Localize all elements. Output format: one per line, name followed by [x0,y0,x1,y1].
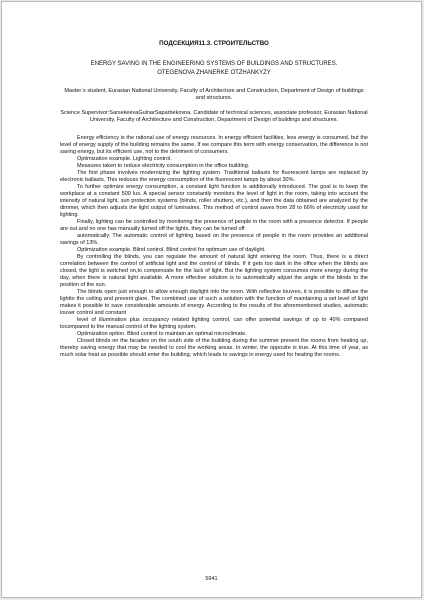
section-title: ПОДСЕКЦИЯ11.3. СТРОИТЕЛЬСТВО [159,40,269,47]
author-affiliation: Master`s student, Eurasian National University, Faculty of Architecture and Construction, Department of Design of buildings and structures. [64,88,364,102]
body-paragraph: Optimization example. Blind control. Blind control for optimum use of daylight. [77,247,266,254]
author-name: OTEGENOVA ZHANERKE OTZHANKYZY [157,70,271,77]
science-supervisor: Science Supervisor:SarsekeevaGulnarSaparbekovna. Candidate of technical sciences, associate professor, Eurasian National University, Faculty of Architecture and Construction, Department of Design of buildings and structures. [60,110,368,124]
body-paragraph: Measures taken to reduce electricity consumption in the office building. [77,163,250,170]
body-paragraph: Optimization option. Blind control to maintain an optimal microclimate. [77,331,247,338]
body-paragraph: Energy efficiency is the rational use of energy resources. In energy efficient facilities, less energy is consumed, but the level of energy supply of the building remains the same. If we compare this term with energy conservation, the difference is not saving energy, but its efficient use, not to the detriment of consumers. [60,135,368,156]
body-paragraph: By controlling the blinds, you can regulate the amount of natural light entering the room. Thus, there is a direct correlation between the control of artificial light and the control of blinds. If it gets too dark in the office when the blinds are closed, the light is switched on,to compensate for the lack of light. But the lighting system consumes more energy during the day, when there is natural light available. A more effective solution is to automatically adjust the angle of the blinds to the position of the sun. [60,254,368,289]
body-paragraph: automatically. The automatic control of lighting based on the presence of people in the room provides an additional savings of 13%. [60,233,368,247]
body-paragraph: The blinds open just enough to allow enough daylight into the room. With reflective louvres, it is possible to diffuse the lightto the ceiling and prevent glare. The combined use of such a solution with the function of maintaining a set level of light makes it possible to save considerable amounts of energy. According to the results of the aforementioned studies, automatic louver control and constant [60,289,368,317]
paper-title: ENERGY SAVING IN THE ENGINEERING SYSTEMS OF BUILDINGS AND STRUCTURES. [90,61,338,67]
body-paragraph: Optimization example. Lighting control. [77,156,172,163]
document-page [1,1,422,598]
body-paragraph: The first phase involves modernizing the lighting system. Traditional ballasts for fluorescent lamps are replaced by electronic ballasts. This reduces the energy consumption of the fluorescent lamps by about 30%. [60,170,368,184]
body-text [60,135,368,359]
body-paragraph: To further optimize energy consumption, a constant light function is additionally introduced. The goal is to keep the workplace at a constant 500 lux. A special sensor constantly monitors the level of light in the room, taking into account the intensity of natural light, sun protection systems (blinds, roller shutters, etc.), and then the data obtained are analyzed by the dimmer, which then adjusts the light output of luminaires. This method of control saves from 28 to 66% of electricity used for lighting. [60,184,368,219]
page-number: 5941 [205,576,218,582]
page-content [60,40,368,359]
body-paragraph: Closed blinds on the facades on the south side of the building during the summer prevent the rooms from heating up, thereby saving energy that may be needed to cool the working areas. In winter, the opposite is true. At this time of year, as much solar heat as possible should enter the building, which leads to savings in energy used for heating the rooms. [60,338,368,359]
body-paragraph: level of illumination plus occupancy related lighting control, can offer potential savings of up to 40% compared tocompared to the manual control of the lighting system. [60,317,368,331]
body-paragraph: Finally, lighting can be controlled by monitoring the presence of people in the room with a presence detector. If people are out and no one has manually turned off the lights, they can be turned off [60,219,368,233]
